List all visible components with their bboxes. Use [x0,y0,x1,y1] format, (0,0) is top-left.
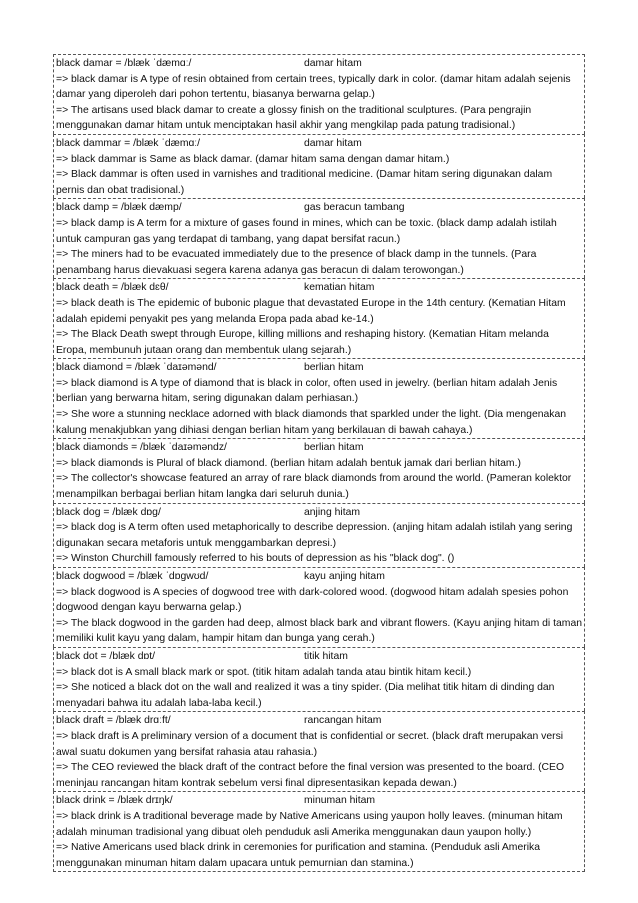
entry-term: black diamond = /blæk ˈdaɪəmənd/ [56,362,217,374]
dictionary-entry [53,567,585,647]
entry-definition: => black dog is A term often used metaphorically to describe depression. (anjing hitam adalah istilah yang sering digunakan secara metaforis untuk menggambarkan depresi.) [56,522,573,549]
entry-translation: gas beracun tambang [304,202,405,214]
entry-example: => The miners had to be evacuated immediately due to the presence of black damp in the tunnels. (Para penambang harus dievakuasi segera karena adanya gas beracun di dalam terowongan.) [56,249,537,276]
entry-term: black drink = /blæk drɪŋk/ [56,795,173,807]
entry-header [56,56,582,72]
entry-translation: damar hitam [304,58,362,69]
entry-example: => The CEO reviewed the black draft of the contract before the final version was presented to the board. (CEO meninjau rancangan hitam kontrak sebelum versi final dipresentasikan kepada dewan.) [56,762,565,789]
entry-example: => The Black Death swept through Europe, killing millions and reshaping history. (Kematian Hitam melanda Eropa, membunuh jutaan orang dan membentuk ulang sejarah.) [56,329,549,356]
entry-definition: => black draft is A preliminary version of a document that is confidential or secret. (black draft merupakan versi awal suatu dokumen yang bersifat rahasia atau rahasia.) [56,730,564,758]
entry-translation: berlian hitam [304,442,364,454]
dictionary-entry [53,711,585,791]
entry-term: black damar = /blæk ˈdæmɑː/ [56,58,192,69]
entry-term: black dot = /blæk dɒt/ [56,650,156,662]
entry-definition: => black damp is A term for a mixture of gases found in mines, which can be toxic. (black damp adalah istilah untuk campuran gas yang terdapat di tambang, yang dapat bersifat racun.) [56,217,557,245]
entry-example: => Black dammar is often used in varnishes and traditional medicine. (Damar hitam sering digunakan dalam pernis dan obat tradisional.) [56,169,553,196]
entry-translation: kematian hitam [304,282,375,294]
entry-translation: rancangan hitam [304,715,382,727]
entry-definition: => black death is The epidemic of bubonic plague that devastated Europe in the 14th century. (Kematian Hitam adalah epidemi penyakit pes yang melanda Eropa pada abad ke-14.) [56,297,566,325]
entry-definition: => black dot is A small black mark or spot. (titik hitam adalah tanda atau bintik hitam kecil.) [56,666,472,678]
entry-header [56,569,582,585]
entry-term: black dammar = /blæk ˈdæmɑː/ [56,137,201,149]
entry-example: => The artisans used black damar to create a glossy finish on the traditional sculptures. (Para pengrajin menggunakan damar hitam untuk menciptakan hasil akhir yang mengkilap pada patung tradisional.) [56,104,532,132]
entry-example: => She noticed a black dot on the wall and realized it was a tiny spider. (Dia melihat titik hitam di dinding dan menyadari bahwa itu adalah laba-laba kecil.) [56,682,555,709]
dictionary-entry [53,54,585,134]
entry-term: black dogwood = /blæk ˈdɒɡwʊd/ [56,571,209,582]
entry-term: black dog = /blæk dɒɡ/ [56,506,161,518]
entry-translation: minuman hitam [304,795,376,807]
entry-example: => The black dogwood in the garden had deep, almost black bark and vibrant flowers. (Kayu anjing hitam di taman memiliki kulit kayu yang dalam, hampir hitam dan bunga yang cerah.) [56,617,583,645]
entry-header [56,136,582,152]
dictionary-entry [53,134,585,198]
entry-header [56,200,582,216]
entry-translation: titik hitam [304,650,348,662]
entry-translation: damar hitam [304,137,362,149]
entry-header [56,649,582,665]
entry-term: black draft = /blæk drɑːft/ [56,715,171,727]
entry-example: => Winston Churchill famously referred to his bouts of depression as his "black dog". () [56,553,455,565]
entry-definition: => black dammar is Same as black damar. (damar hitam sama dengan damar hitam.) [56,153,450,165]
entry-header [56,280,582,296]
entry-header [56,793,582,809]
entry-header [56,360,582,376]
entry-definition: => black diamonds is Plural of black diamond. (berlian hitam adalah bentuk jamak dari berlian hitam.) [56,457,521,469]
entry-translation: berlian hitam [304,362,364,374]
dictionary-entry [53,503,585,567]
entry-example: => The collector's showcase featured an array of rare black diamonds from around the world. (Pameran kolektor menampilkan berbagai berlian hitam langka dari seluruh dunia.) [56,473,572,501]
entry-term: black diamonds = /blæk ˈdaɪəməndz/ [56,442,227,454]
dictionary-entry [53,358,585,438]
dictionary-entry [53,791,585,872]
entry-header [56,440,582,456]
dictionary-entry [53,647,585,711]
entry-translation: anjing hitam [304,506,361,518]
dictionary-entry [53,438,585,502]
entry-definition: => black drink is A traditional beverage made by Native Americans using yaupon holly leaves. (minuman hitam adalah minuman tradisional yang dibuat oleh penduduk asli Amerika menggunakan daun yaupon holly.) [56,810,563,838]
dictionary-entry [53,198,585,278]
entry-example: => Native Americans used black drink in ceremonies for purification and stamina. (Penduduk asli Amerika menggunakan minuman hitam dalam upacara untuk pemurnian dan stamina.) [56,842,540,869]
entry-term: black damp = /blæk dæmp/ [56,202,182,214]
dictionary-page [53,54,585,872]
entry-translation: kayu anjing hitam [304,571,385,582]
entry-definition: => black dogwood is A species of dogwood tree with dark-colored wood. (dogwood hitam adalah spesies pohon dogwood dengan kayu berwarna gelap.) [56,586,569,614]
entry-example: => She wore a stunning necklace adorned with black diamonds that sparkled under the light. (Dia mengenakan kalung menakjubkan yang dihiasi dengan berlian hitam yang berkilauan di bawah cahaya.) [56,409,567,436]
entry-term: black death = /blæk dɛθ/ [56,282,169,294]
entry-definition: => black diamond is A type of diamond that is black in color, often used in jewelry. (berlian hitam adalah Jenis berlian yang berwarna hitam, sering digunakan dalam perhiasan.) [56,377,558,405]
dictionary-entry [53,278,585,358]
entry-header [56,713,582,729]
entry-definition: => black damar is A type of resin obtained from certain trees, typically dark in color. (damar hitam adalah sejenis damar yang diperoleh dari pohon tertentu, biasanya berwarna gelap.) [56,73,571,101]
entry-header [56,505,582,521]
